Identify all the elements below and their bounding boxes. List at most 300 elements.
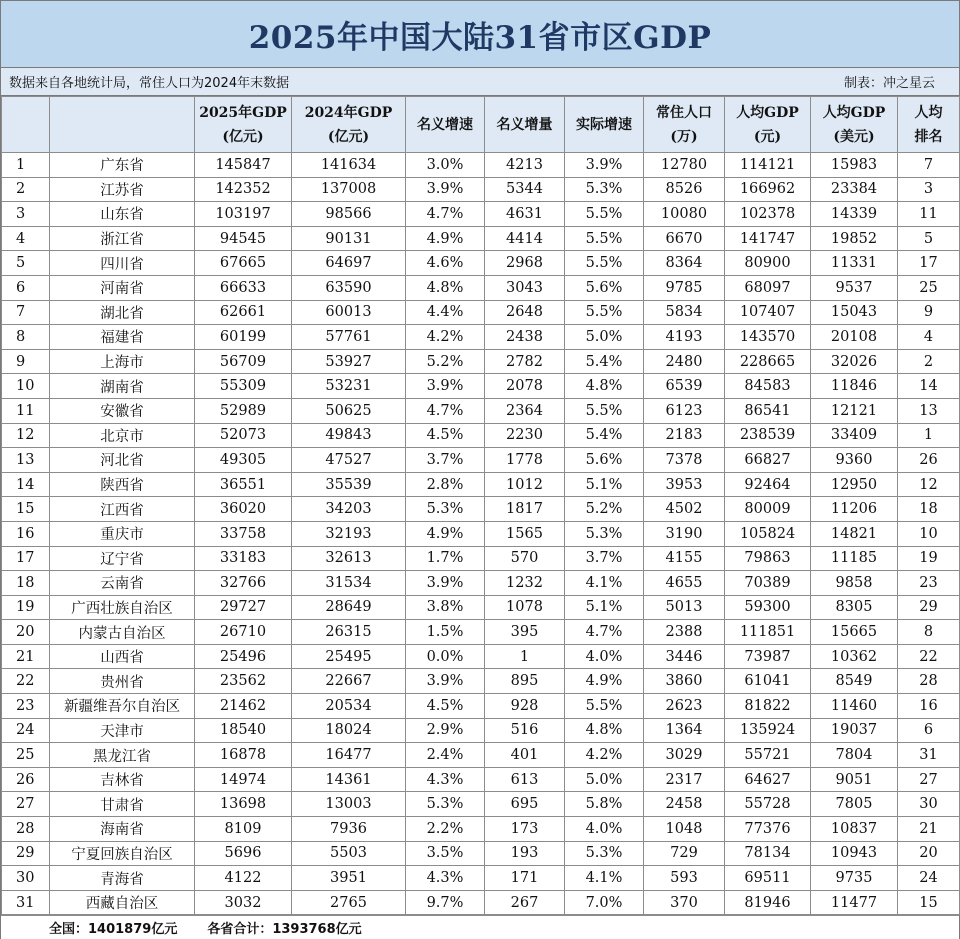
cell-nominal-increase: 1778 xyxy=(485,448,565,473)
cell-name: 广东省 xyxy=(50,153,195,178)
cell-population: 3190 xyxy=(644,521,725,546)
cell-per-capita-rank: 26 xyxy=(898,448,960,473)
header-line2: (元) xyxy=(753,128,782,145)
cell-gdp-2025: 13698 xyxy=(195,792,292,817)
table-row xyxy=(2,743,960,768)
cell-name: 黑龙江省 xyxy=(50,743,195,768)
cell-gdp-2025: 14974 xyxy=(195,767,292,792)
cell-nominal-increase: 2078 xyxy=(485,374,565,399)
cell-name: 北京市 xyxy=(50,423,195,448)
cell-population: 593 xyxy=(644,866,725,891)
cell-gdp-2025: 16878 xyxy=(195,743,292,768)
cell-rank: 7 xyxy=(2,300,50,325)
cell-gdp-2024: 18024 xyxy=(292,718,406,743)
cell-per-capita-cny: 105824 xyxy=(725,521,811,546)
cell-per-capita-usd: 9360 xyxy=(811,448,898,473)
cell-gdp-2025: 33183 xyxy=(195,546,292,571)
cell-population: 6670 xyxy=(644,226,725,251)
cell-per-capita-cny: 228665 xyxy=(725,349,811,374)
cell-per-capita-rank: 4 xyxy=(898,325,960,350)
cell-real-growth: 5.3% xyxy=(565,521,644,546)
cell-gdp-2024: 32613 xyxy=(292,546,406,571)
cell-rank: 4 xyxy=(2,226,50,251)
cell-nominal-growth: 4.3% xyxy=(406,767,485,792)
cell-per-capita-usd: 9537 xyxy=(811,275,898,300)
cell-per-capita-cny: 55721 xyxy=(725,743,811,768)
cell-gdp-2025: 66633 xyxy=(195,275,292,300)
cell-nominal-growth: 2.2% xyxy=(406,817,485,842)
cell-rank: 15 xyxy=(2,497,50,522)
cell-gdp-2025: 49305 xyxy=(195,448,292,473)
cell-gdp-2024: 5503 xyxy=(292,841,406,866)
cell-nominal-growth: 5.2% xyxy=(406,349,485,374)
cell-nominal-increase: 2364 xyxy=(485,398,565,423)
cell-per-capita-rank: 27 xyxy=(898,767,960,792)
cell-per-capita-cny: 68097 xyxy=(725,275,811,300)
cell-gdp-2024: 32193 xyxy=(292,521,406,546)
cell-name: 重庆市 xyxy=(50,521,195,546)
header-col-population xyxy=(644,97,725,153)
cell-per-capita-cny: 81822 xyxy=(725,694,811,719)
cell-per-capita-cny: 61041 xyxy=(725,669,811,694)
cell-gdp-2024: 7936 xyxy=(292,817,406,842)
cell-gdp-2024: 31534 xyxy=(292,571,406,596)
cell-per-capita-usd: 11846 xyxy=(811,374,898,399)
table-row xyxy=(2,325,960,350)
cell-name: 宁夏回族自治区 xyxy=(50,841,195,866)
cell-rank: 5 xyxy=(2,251,50,276)
cell-per-capita-cny: 80009 xyxy=(725,497,811,522)
cell-nominal-increase: 2230 xyxy=(485,423,565,448)
cell-name: 山西省 xyxy=(50,644,195,669)
table-row xyxy=(2,718,960,743)
table-row xyxy=(2,177,960,202)
cell-population: 3860 xyxy=(644,669,725,694)
cell-rank: 10 xyxy=(2,374,50,399)
cell-real-growth: 5.5% xyxy=(565,300,644,325)
footer-totals xyxy=(1,915,959,939)
cell-rank: 3 xyxy=(2,202,50,227)
cell-name: 河北省 xyxy=(50,448,195,473)
cell-per-capita-usd: 9858 xyxy=(811,571,898,596)
cell-nominal-increase: 695 xyxy=(485,792,565,817)
cell-per-capita-usd: 23384 xyxy=(811,177,898,202)
cell-nominal-increase: 3043 xyxy=(485,275,565,300)
cell-nominal-increase: 4631 xyxy=(485,202,565,227)
cell-nominal-growth: 4.9% xyxy=(406,521,485,546)
cell-nominal-growth: 4.2% xyxy=(406,325,485,350)
cell-rank: 25 xyxy=(2,743,50,768)
cell-per-capita-rank: 11 xyxy=(898,202,960,227)
cell-nominal-increase: 570 xyxy=(485,546,565,571)
cell-per-capita-usd: 19852 xyxy=(811,226,898,251)
cell-nominal-growth: 4.6% xyxy=(406,251,485,276)
cell-per-capita-rank: 29 xyxy=(898,595,960,620)
header-line1: 实际增速 xyxy=(576,116,632,133)
cell-gdp-2024: 47527 xyxy=(292,448,406,473)
cell-gdp-2025: 25496 xyxy=(195,644,292,669)
cell-per-capita-usd: 10943 xyxy=(811,841,898,866)
cell-per-capita-rank: 13 xyxy=(898,398,960,423)
cell-per-capita-cny: 59300 xyxy=(725,595,811,620)
cell-nominal-increase: 267 xyxy=(485,890,565,915)
cell-population: 4193 xyxy=(644,325,725,350)
cell-per-capita-usd: 9735 xyxy=(811,866,898,891)
cell-real-growth: 4.2% xyxy=(565,743,644,768)
cell-per-capita-cny: 80900 xyxy=(725,251,811,276)
cell-gdp-2025: 4122 xyxy=(195,866,292,891)
cell-per-capita-usd: 32026 xyxy=(811,349,898,374)
cell-rank: 26 xyxy=(2,767,50,792)
cell-name: 青海省 xyxy=(50,866,195,891)
cell-per-capita-usd: 11477 xyxy=(811,890,898,915)
cell-per-capita-rank: 2 xyxy=(898,349,960,374)
cell-per-capita-cny: 69511 xyxy=(725,866,811,891)
cell-nominal-growth: 3.5% xyxy=(406,841,485,866)
cell-gdp-2025: 94545 xyxy=(195,226,292,251)
cell-gdp-2025: 142352 xyxy=(195,177,292,202)
header-line2: (美元) xyxy=(833,128,875,145)
cell-per-capita-cny: 66827 xyxy=(725,448,811,473)
header-line1: 常住人口 xyxy=(656,104,712,121)
header-line2: 排名 xyxy=(914,128,943,145)
cell-nominal-growth: 5.3% xyxy=(406,792,485,817)
cell-nominal-increase: 613 xyxy=(485,767,565,792)
cell-nominal-increase: 895 xyxy=(485,669,565,694)
cell-real-growth: 5.3% xyxy=(565,841,644,866)
cell-real-growth: 5.5% xyxy=(565,694,644,719)
table-row xyxy=(2,153,960,178)
table-row xyxy=(2,571,960,596)
cell-name: 江苏省 xyxy=(50,177,195,202)
cell-per-capita-cny: 135924 xyxy=(725,718,811,743)
cell-rank: 28 xyxy=(2,817,50,842)
cell-nominal-increase: 4414 xyxy=(485,226,565,251)
cell-gdp-2024: 35539 xyxy=(292,472,406,497)
cell-nominal-growth: 4.5% xyxy=(406,423,485,448)
cell-nominal-growth: 4.4% xyxy=(406,300,485,325)
cell-population: 6539 xyxy=(644,374,725,399)
cell-nominal-increase: 516 xyxy=(485,718,565,743)
table-row xyxy=(2,817,960,842)
cell-name: 贵州省 xyxy=(50,669,195,694)
cell-real-growth: 5.5% xyxy=(565,251,644,276)
cell-gdp-2025: 145847 xyxy=(195,153,292,178)
cell-per-capita-cny: 64627 xyxy=(725,767,811,792)
header-col-real-growth xyxy=(565,97,644,153)
cell-gdp-2024: 53231 xyxy=(292,374,406,399)
cell-rank: 8 xyxy=(2,325,50,350)
cell-gdp-2025: 29727 xyxy=(195,595,292,620)
table-row xyxy=(2,890,960,915)
cell-per-capita-usd: 11185 xyxy=(811,546,898,571)
cell-population: 4655 xyxy=(644,571,725,596)
cell-nominal-growth: 3.9% xyxy=(406,571,485,596)
cell-gdp-2024: 60013 xyxy=(292,300,406,325)
header-row xyxy=(2,97,960,153)
title-bar xyxy=(1,1,959,68)
cell-population: 9785 xyxy=(644,275,725,300)
cell-real-growth: 4.8% xyxy=(565,718,644,743)
cell-real-growth: 4.8% xyxy=(565,374,644,399)
cell-per-capita-cny: 114121 xyxy=(725,153,811,178)
cell-gdp-2025: 3032 xyxy=(195,890,292,915)
cell-gdp-2024: 28649 xyxy=(292,595,406,620)
cell-population: 5013 xyxy=(644,595,725,620)
table-row xyxy=(2,521,960,546)
header-col-per-capita-cny xyxy=(725,97,811,153)
page-title: 2025年中国大陆31省市区GDP xyxy=(248,19,712,56)
cell-name: 湖北省 xyxy=(50,300,195,325)
cell-population: 370 xyxy=(644,890,725,915)
cell-population: 2183 xyxy=(644,423,725,448)
cell-rank: 23 xyxy=(2,694,50,719)
cell-rank: 18 xyxy=(2,571,50,596)
cell-rank: 20 xyxy=(2,620,50,645)
header-col-nominal-increase xyxy=(485,97,565,153)
cell-per-capita-cny: 238539 xyxy=(725,423,811,448)
cell-per-capita-usd: 14339 xyxy=(811,202,898,227)
cell-name: 江西省 xyxy=(50,497,195,522)
cell-per-capita-cny: 166962 xyxy=(725,177,811,202)
cell-nominal-increase: 395 xyxy=(485,620,565,645)
table-row xyxy=(2,398,960,423)
cell-gdp-2024: 98566 xyxy=(292,202,406,227)
cell-nominal-increase: 401 xyxy=(485,743,565,768)
cell-nominal-growth: 4.3% xyxy=(406,866,485,891)
cell-rank: 30 xyxy=(2,866,50,891)
cell-rank: 2 xyxy=(2,177,50,202)
cell-name: 上海市 xyxy=(50,349,195,374)
cell-gdp-2024: 141634 xyxy=(292,153,406,178)
cell-population: 4155 xyxy=(644,546,725,571)
cell-nominal-increase: 2438 xyxy=(485,325,565,350)
cell-per-capita-usd: 15043 xyxy=(811,300,898,325)
cell-per-capita-cny: 78134 xyxy=(725,841,811,866)
cell-gdp-2025: 5696 xyxy=(195,841,292,866)
maker-credit: 制表：冲之星云 xyxy=(843,76,935,91)
cell-rank: 27 xyxy=(2,792,50,817)
cell-population: 12780 xyxy=(644,153,725,178)
cell-per-capita-rank: 10 xyxy=(898,521,960,546)
cell-population: 1364 xyxy=(644,718,725,743)
cell-name: 河南省 xyxy=(50,275,195,300)
cell-gdp-2024: 63590 xyxy=(292,275,406,300)
cell-rank: 9 xyxy=(2,349,50,374)
cell-real-growth: 5.1% xyxy=(565,595,644,620)
header-col-rank xyxy=(2,97,50,153)
cell-per-capita-rank: 7 xyxy=(898,153,960,178)
cell-nominal-increase: 171 xyxy=(485,866,565,891)
table-row xyxy=(2,226,960,251)
cell-gdp-2025: 103197 xyxy=(195,202,292,227)
table-row xyxy=(2,202,960,227)
cell-rank: 21 xyxy=(2,644,50,669)
cell-nominal-growth: 4.8% xyxy=(406,275,485,300)
cell-nominal-increase: 2968 xyxy=(485,251,565,276)
cell-nominal-growth: 9.7% xyxy=(406,890,485,915)
cell-per-capita-usd: 9051 xyxy=(811,767,898,792)
cell-real-growth: 3.9% xyxy=(565,153,644,178)
cell-per-capita-cny: 111851 xyxy=(725,620,811,645)
cell-real-growth: 4.1% xyxy=(565,571,644,596)
cell-name: 陕西省 xyxy=(50,472,195,497)
cell-rank: 12 xyxy=(2,423,50,448)
cell-gdp-2025: 36551 xyxy=(195,472,292,497)
cell-per-capita-usd: 10837 xyxy=(811,817,898,842)
header-line1: 人均GDP xyxy=(736,104,799,121)
cell-nominal-increase: 5344 xyxy=(485,177,565,202)
cell-name: 海南省 xyxy=(50,817,195,842)
cell-name: 内蒙古自治区 xyxy=(50,620,195,645)
cell-per-capita-rank: 16 xyxy=(898,694,960,719)
cell-per-capita-cny: 143570 xyxy=(725,325,811,350)
table-row xyxy=(2,694,960,719)
table-row xyxy=(2,669,960,694)
cell-per-capita-cny: 70389 xyxy=(725,571,811,596)
cell-population: 3446 xyxy=(644,644,725,669)
cell-per-capita-rank: 6 xyxy=(898,718,960,743)
cell-per-capita-cny: 86541 xyxy=(725,398,811,423)
cell-per-capita-cny: 81946 xyxy=(725,890,811,915)
cell-name: 安徽省 xyxy=(50,398,195,423)
cell-rank: 22 xyxy=(2,669,50,694)
cell-gdp-2024: 13003 xyxy=(292,792,406,817)
cell-population: 3953 xyxy=(644,472,725,497)
header-line2: (亿元) xyxy=(327,128,370,145)
cell-rank: 24 xyxy=(2,718,50,743)
cell-rank: 14 xyxy=(2,472,50,497)
cell-per-capita-usd: 33409 xyxy=(811,423,898,448)
table-row xyxy=(2,275,960,300)
cell-per-capita-cny: 107407 xyxy=(725,300,811,325)
cell-per-capita-usd: 12950 xyxy=(811,472,898,497)
cell-nominal-growth: 3.9% xyxy=(406,177,485,202)
cell-nominal-increase: 1817 xyxy=(485,497,565,522)
cell-per-capita-rank: 20 xyxy=(898,841,960,866)
cell-gdp-2025: 36020 xyxy=(195,497,292,522)
cell-real-growth: 5.4% xyxy=(565,423,644,448)
cell-population: 6123 xyxy=(644,398,725,423)
cell-rank: 19 xyxy=(2,595,50,620)
cell-name: 吉林省 xyxy=(50,767,195,792)
cell-population: 8364 xyxy=(644,251,725,276)
table-row xyxy=(2,620,960,645)
cell-population: 729 xyxy=(644,841,725,866)
cell-gdp-2025: 18540 xyxy=(195,718,292,743)
cell-per-capita-rank: 15 xyxy=(898,890,960,915)
table-row xyxy=(2,866,960,891)
national-total: 全国：1401879亿元 xyxy=(49,922,178,938)
cell-gdp-2025: 21462 xyxy=(195,694,292,719)
cell-nominal-growth: 0.0% xyxy=(406,644,485,669)
cell-name: 辽宁省 xyxy=(50,546,195,571)
cell-gdp-2024: 26315 xyxy=(292,620,406,645)
cell-nominal-increase: 173 xyxy=(485,817,565,842)
cell-per-capita-cny: 73987 xyxy=(725,644,811,669)
cell-real-growth: 4.1% xyxy=(565,866,644,891)
cell-gdp-2024: 49843 xyxy=(292,423,406,448)
info-bar xyxy=(1,68,959,96)
cell-gdp-2025: 32766 xyxy=(195,571,292,596)
cell-nominal-increase: 1012 xyxy=(485,472,565,497)
cell-population: 2480 xyxy=(644,349,725,374)
cell-gdp-2025: 33758 xyxy=(195,521,292,546)
cell-name: 西藏自治区 xyxy=(50,890,195,915)
cell-population: 2317 xyxy=(644,767,725,792)
cell-population: 2623 xyxy=(644,694,725,719)
header-col-gdp-2025 xyxy=(195,97,292,153)
cell-name: 四川省 xyxy=(50,251,195,276)
cell-gdp-2025: 8109 xyxy=(195,817,292,842)
cell-nominal-growth: 1.5% xyxy=(406,620,485,645)
cell-nominal-increase: 928 xyxy=(485,694,565,719)
cell-gdp-2024: 57761 xyxy=(292,325,406,350)
cell-real-growth: 4.0% xyxy=(565,644,644,669)
table-row xyxy=(2,251,960,276)
cell-gdp-2024: 16477 xyxy=(292,743,406,768)
cell-per-capita-rank: 1 xyxy=(898,423,960,448)
cell-population: 5834 xyxy=(644,300,725,325)
cell-nominal-increase: 193 xyxy=(485,841,565,866)
cell-per-capita-cny: 141747 xyxy=(725,226,811,251)
table-row xyxy=(2,497,960,522)
cell-rank: 11 xyxy=(2,398,50,423)
cell-population: 8526 xyxy=(644,177,725,202)
header-col-nominal-growth xyxy=(406,97,485,153)
header-col-per-capita-rank xyxy=(898,97,960,153)
header-col-per-capita-usd xyxy=(811,97,898,153)
cell-real-growth: 3.7% xyxy=(565,546,644,571)
cell-per-capita-rank: 9 xyxy=(898,300,960,325)
table-row xyxy=(2,841,960,866)
cell-per-capita-rank: 21 xyxy=(898,817,960,842)
cell-per-capita-rank: 14 xyxy=(898,374,960,399)
header-line1: 2024年GDP xyxy=(304,104,393,121)
cell-rank: 29 xyxy=(2,841,50,866)
cell-per-capita-rank: 31 xyxy=(898,743,960,768)
header-line1: 人均GDP xyxy=(822,104,886,121)
cell-gdp-2025: 62661 xyxy=(195,300,292,325)
table-row xyxy=(2,349,960,374)
cell-real-growth: 5.5% xyxy=(565,202,644,227)
cell-real-growth: 5.6% xyxy=(565,275,644,300)
cell-per-capita-rank: 25 xyxy=(898,275,960,300)
cell-real-growth: 7.0% xyxy=(565,890,644,915)
cell-gdp-2024: 34203 xyxy=(292,497,406,522)
cell-nominal-increase: 4213 xyxy=(485,153,565,178)
cell-real-growth: 5.3% xyxy=(565,177,644,202)
cell-population: 7378 xyxy=(644,448,725,473)
header-line2: (万) xyxy=(670,128,698,145)
cell-per-capita-cny: 79863 xyxy=(725,546,811,571)
cell-real-growth: 5.5% xyxy=(565,226,644,251)
table-row xyxy=(2,546,960,571)
cell-rank: 13 xyxy=(2,448,50,473)
header-col-name xyxy=(50,97,195,153)
cell-real-growth: 5.0% xyxy=(565,325,644,350)
cell-real-growth: 4.0% xyxy=(565,817,644,842)
cell-gdp-2025: 55309 xyxy=(195,374,292,399)
cell-name: 浙江省 xyxy=(50,226,195,251)
cell-name: 山东省 xyxy=(50,202,195,227)
cell-name: 新疆维吾尔自治区 xyxy=(50,694,195,719)
cell-real-growth: 5.4% xyxy=(565,349,644,374)
header-col-gdp-2024 xyxy=(292,97,406,153)
cell-gdp-2024: 3951 xyxy=(292,866,406,891)
cell-nominal-increase: 2648 xyxy=(485,300,565,325)
cell-nominal-growth: 2.9% xyxy=(406,718,485,743)
